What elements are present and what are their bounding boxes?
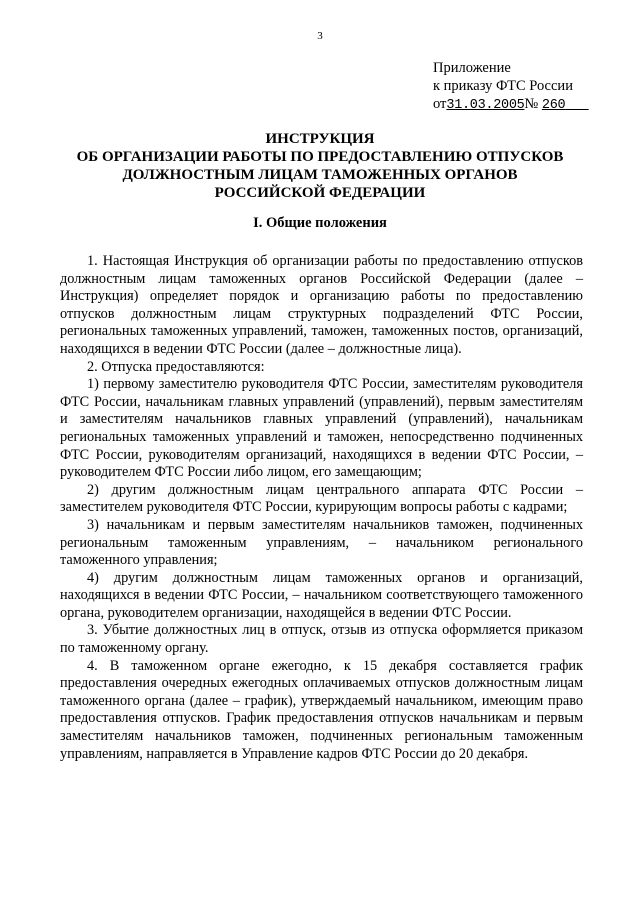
title-line-4: РОССИЙСКОЙ ФЕДЕРАЦИИ: [214, 185, 426, 201]
paragraph-2: 2. Отпуска предоставляются:: [87, 358, 265, 375]
paragraph-2-item-4: 4) другим должностным лицам таможенных органов и организаций, находящихся в ведении ФТС России, – начальником соответствующего таможенного органа, руководителем организации, находящейся в ведении ФТС России.: [60, 569, 583, 621]
paragraph-4: 4. В таможенном органе ежегодно, к 15 декабря составляется график предоставления очередных ежегодных оплачиваемых отпусков должностным лицам таможенного органа (далее – график), утверждаемый начальником, имеющим право предоставления отпусков. График предоставления отпусков начальникам и первым заместителям начальников таможен, подчиненных региональным таможенным управлениям, направляется в Управление кадров ФТС России до 20 декабря.: [60, 657, 583, 762]
appendix-number-sign: №: [524, 96, 539, 112]
section-heading: I. Общие положения: [253, 215, 387, 231]
title-line-2: ОБ ОРГАНИЗАЦИИ РАБОТЫ ПО ПРЕДОСТАВЛЕНИЮ ОТПУСКОВ: [76, 149, 564, 165]
page-number: 3: [317, 30, 323, 42]
paragraph-2-item-1: 1) первому заместителю руководителя ФТС России, заместителям руководителя ФТС России, начальникам главных управлений (управлений), первым заместителям и заместителям начальников главных управлений (управлений), начальникам региональных таможенных управлений и таможен, непосредственно подчиненных ФТС России, руководителям организаций, находящихся в ведении ФТС России, – руководителем ФТС России либо лицом, его замещающим;: [60, 376, 583, 481]
title-line-3: ДОЛЖНОСТНЫМ ЛИЦАМ ТАМОЖЕННЫХ ОРГАНОВ: [122, 167, 518, 183]
document-title: [60, 130, 580, 202]
paragraph-2-item-3: 3) начальникам и первым заместителям начальников таможен, подчиненных региональным таможенным управлениям, – начальником регионального таможенного управления;: [60, 516, 583, 569]
appendix-number: 260: [541, 98, 566, 113]
appendix-date-prefix: от: [433, 96, 447, 112]
title-line-1: ИНСТРУКЦИЯ: [265, 131, 375, 147]
appendix-order-ref: к приказу ФТС России: [433, 78, 573, 94]
appendix-label: Приложение: [433, 60, 511, 76]
appendix-date-line: [433, 95, 613, 115]
document-body: [60, 253, 583, 763]
paragraph-1: 1. Настоящая Инструкция об организации работы по предоставлению отпусков должностным лицам таможенных органов Российской Федерации (далее – Инструкция) определяет порядок и организацию работы по предоставлению отпусков должностным лицам структурных подразделений ФТС России, региональных таможенных управлений, таможен, таможенных постов, организаций, находящихся в ведении ФТС России (далее – должностные лица).: [60, 253, 583, 357]
appendix-block: [433, 59, 613, 115]
paragraph-2-item-2: 2) другим должностным лицам центрального аппарата ФТС России – заместителем руководителя ФТС России, курирующим вопросы работы с кадрами;: [60, 481, 583, 516]
appendix-date: 31.03.2005: [446, 98, 525, 113]
paragraph-3: 3. Убытие должностных лиц в отпуск, отзыв из отпуска оформляется приказом по таможенному органу.: [60, 622, 583, 657]
